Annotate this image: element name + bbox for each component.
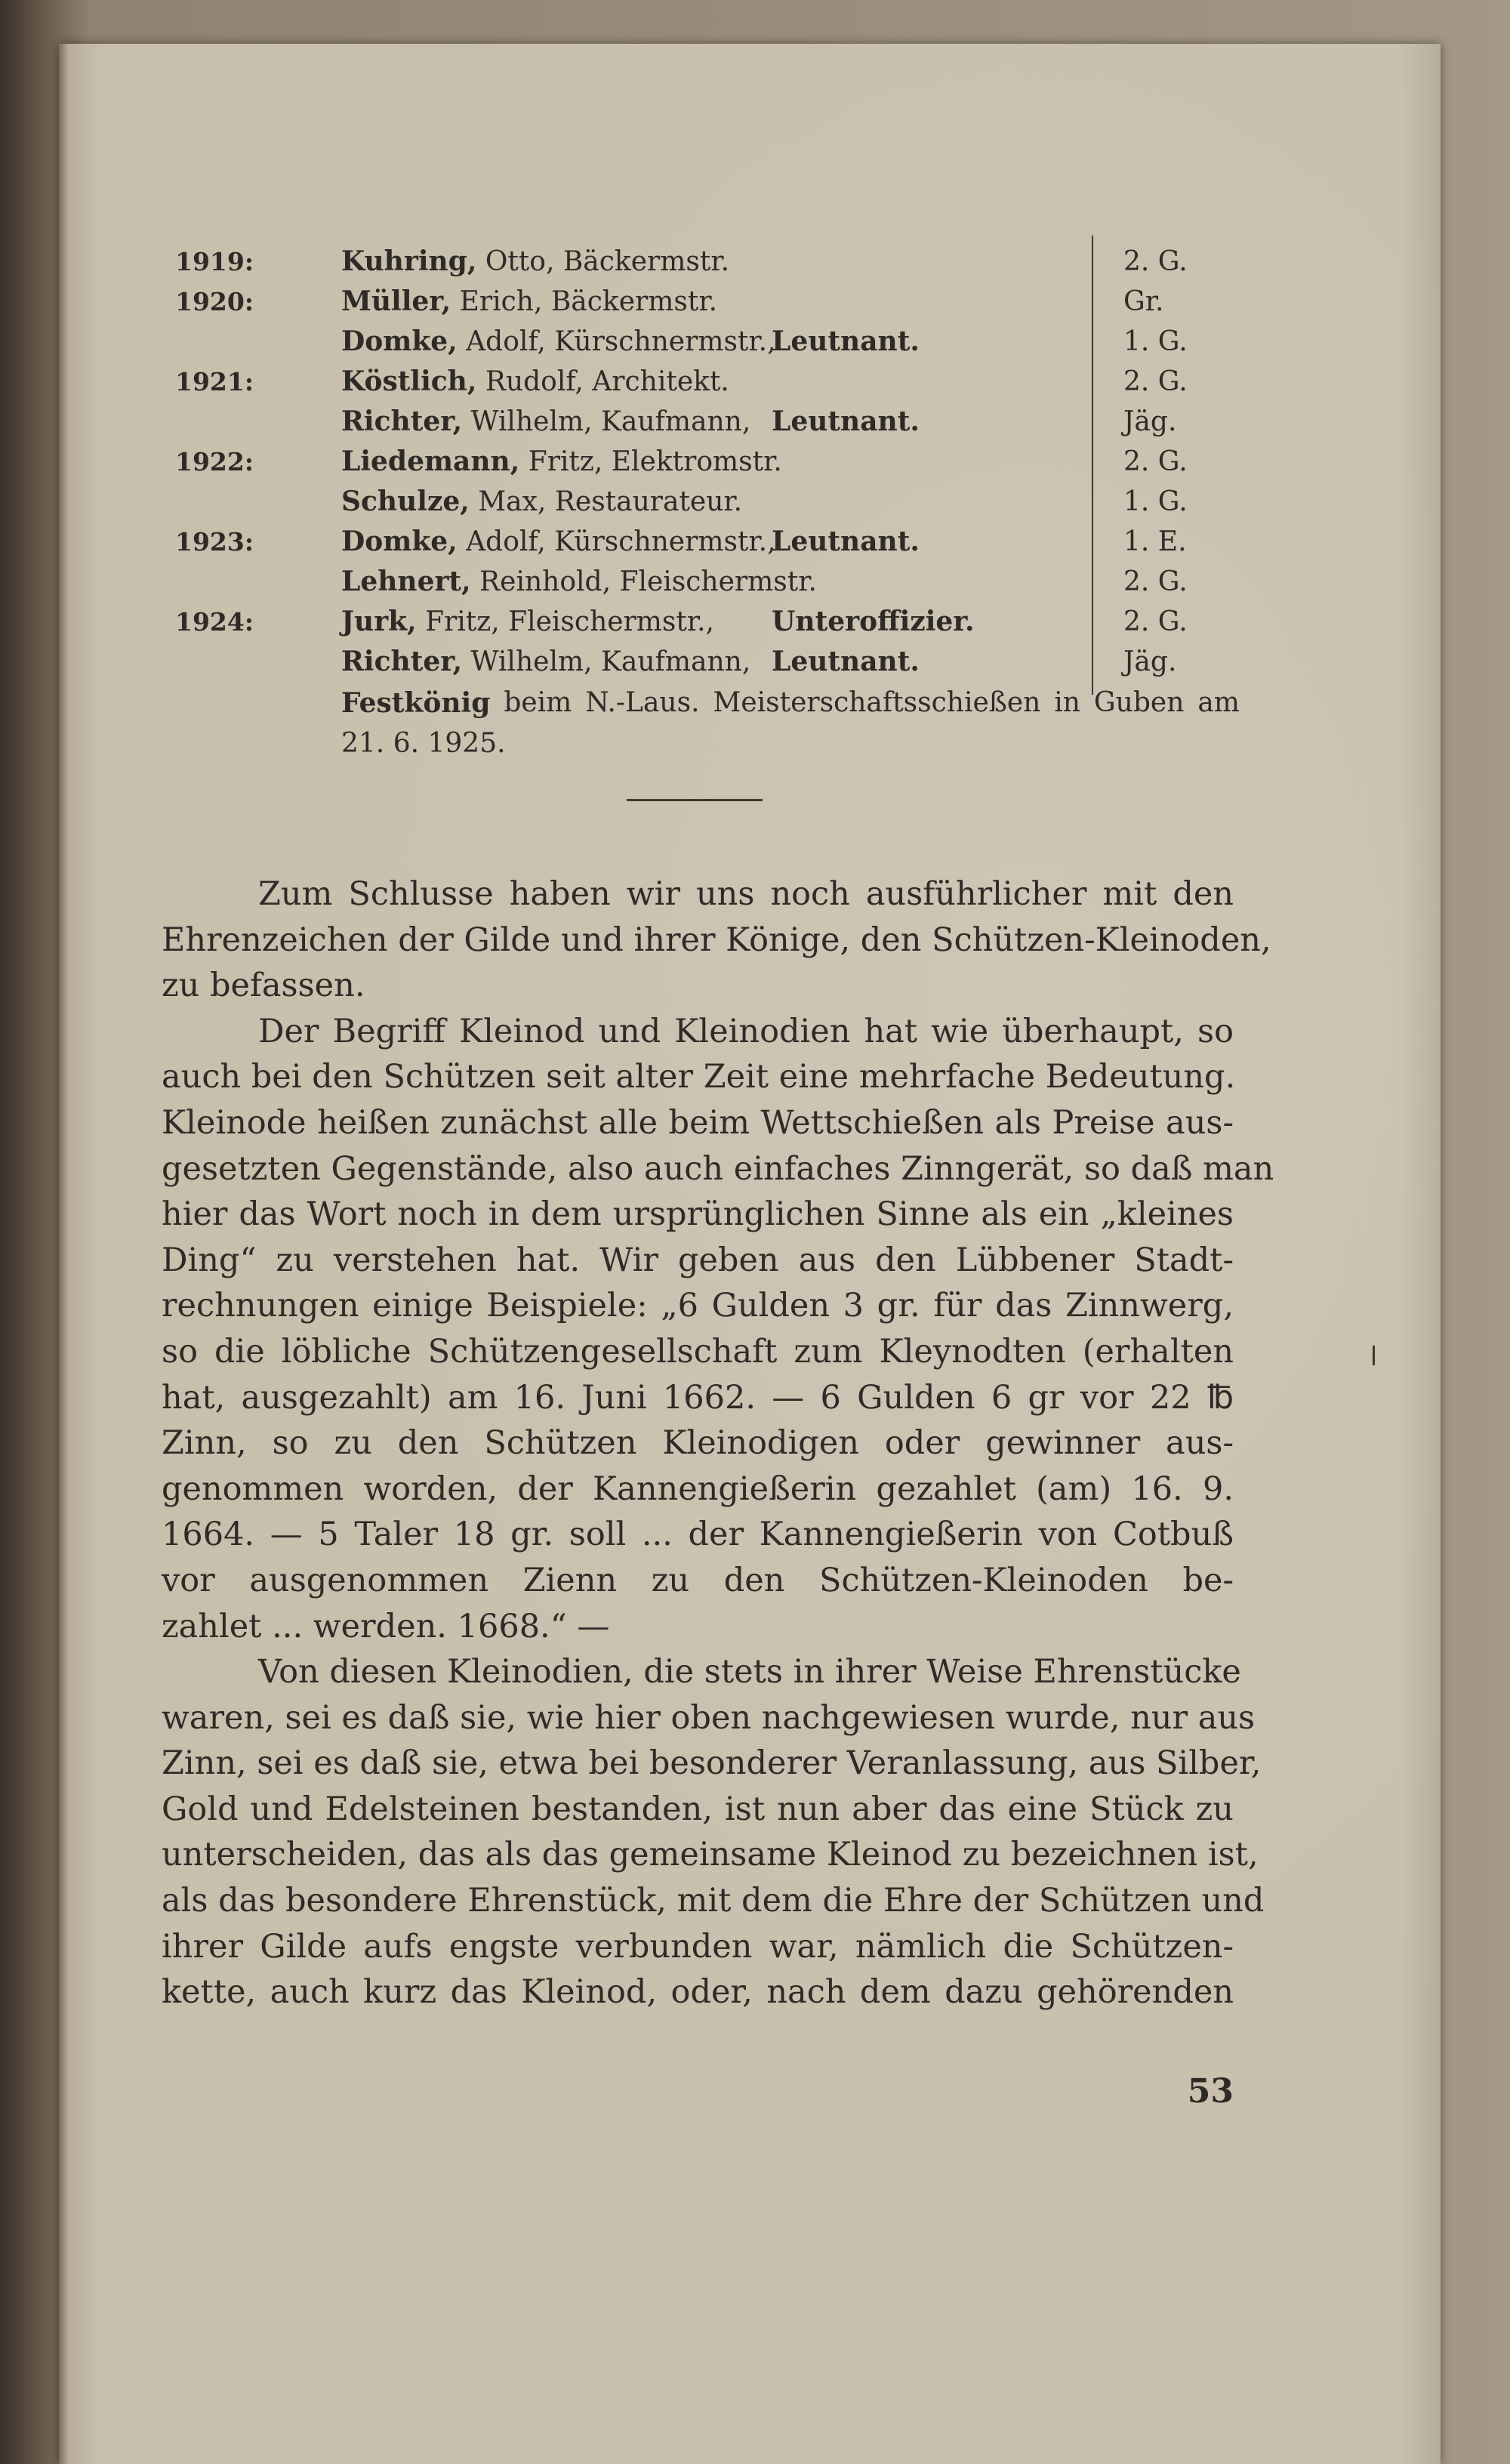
text-line: Ehrenzeichen der Gilde und ihrer Könige, den Schützen-Kleinoden, (162, 921, 1271, 959)
register-year: 1923: (175, 527, 254, 557)
register-unit: 1. G. (1123, 326, 1188, 357)
text-line: genommen worden, der Kannengießerin gezahlet (am) 16. 9. (162, 1469, 1234, 1508)
register-name: Richter, Wilhelm, Kaufmann, (341, 646, 751, 677)
register-name: Jurk, Fritz, Fleischermstr., (341, 606, 714, 637)
register-unit: Jäg. (1123, 406, 1177, 437)
register-name: Müller, Erich, Bäckermstr. (341, 285, 718, 317)
text-line: unterscheiden, das als das gemeinsame Kleinod zu bezeichnen ist, (162, 1836, 1259, 1874)
register-unit: Jäg. (1123, 646, 1177, 677)
text-line: waren, sei es daß sie, wie hier oben nachgewiesen wurde, nur aus (162, 1698, 1256, 1737)
text-line: ihrer Gilde aufs engste verbunden war, nämlich die Schützen- (162, 1927, 1234, 1966)
register-rank: Unteroffizier. (772, 606, 975, 637)
register-row (175, 282, 1247, 322)
festkoenig-word: Guben (1093, 687, 1185, 718)
register-unit: 1. E. (1123, 526, 1187, 557)
register-name: Schulze, Max, Restaurateur. (341, 486, 743, 517)
register-row (175, 362, 1247, 402)
text-line: Zum Schlusse haben wir uns noch ausführlicher mit den (258, 875, 1234, 913)
register-name: Lehnert, Reinhold, Fleischermstr. (341, 566, 817, 597)
register-name: Domke, Adolf, Kürschnermstr., (341, 526, 776, 557)
text-line: vor ausgenommen Zienn zu den Schützen-Kleinoden be- (162, 1561, 1234, 1599)
register-unit: Gr. (1123, 286, 1164, 317)
register-name: Richter, Wilhelm, Kaufmann, (341, 406, 751, 437)
text-line: Gold und Edelsteinen bestanden, ist nun aber das eine Stück zu (162, 1790, 1234, 1828)
text-line: Der Begriff Kleinod und Kleinodien hat wie überhaupt, so (258, 1012, 1234, 1050)
register-year: 1921: (175, 367, 254, 396)
register-row (175, 442, 1247, 482)
body-text (162, 871, 1274, 2015)
register-unit: 2. G. (1123, 606, 1188, 637)
register-table (175, 242, 1247, 682)
festkoenig-date: 21. 6. 1925. (341, 728, 506, 759)
register-row (175, 602, 1247, 642)
register-row (175, 482, 1247, 522)
register-row (175, 522, 1247, 562)
register-rank: Leutnant. (772, 325, 920, 357)
register-rank: Leutnant. (772, 646, 920, 677)
text-line: hier das Wort noch in dem ursprünglichen Sinne als ein „kleines (162, 1195, 1234, 1234)
register-row (175, 322, 1247, 362)
section-rule (627, 799, 763, 801)
register-year: 1920: (175, 287, 254, 316)
text-line: 1664. — 5 Taler 18 gr. soll ... der Kannengießerin von Cotbuß (162, 1516, 1234, 1554)
register-name: Kuhring, Otto, Bäckermstr. (341, 245, 730, 277)
register-name: Liedemann, Fritz, Elektromstr. (341, 446, 782, 477)
festkoenig-word: beim (504, 687, 572, 718)
register-row (175, 562, 1247, 602)
text-line: auch bei den Schützen seit alter Zeit eine mehrfache Bedeutung. (162, 1058, 1236, 1096)
text-line: Zinn, so zu den Schützen Kleinodigen oder gewinner aus- (162, 1424, 1234, 1463)
register-unit: 2. G. (1123, 366, 1188, 397)
register-column-divider (1092, 236, 1093, 695)
register-row (175, 242, 1247, 282)
text-line: kette, auch kurz das Kleinod, oder, nach dem dazu gehörenden (162, 1973, 1234, 2012)
text-line: Von diesen Kleinodien, die stets in ihrer Weise Ehrenstücke (258, 1653, 1241, 1691)
text-line: rechnungen einige Beispiele: „6 Gulden 3 gr. für das Zinnwerg, (162, 1287, 1234, 1325)
page-gutter (59, 44, 69, 2464)
page-number: 53 (1187, 2072, 1234, 2111)
register-unit: 1. G. (1123, 486, 1188, 517)
festkoenig-word: am (1197, 687, 1240, 718)
register-rank: Leutnant. (772, 406, 920, 437)
register-unit: 2. G. (1123, 246, 1188, 277)
text-line: zu befassen. (162, 967, 365, 1005)
register-row (175, 402, 1247, 442)
text-line: hat, ausgezahlt) am 16. Juni 1662. — 6 Gulden 6 gr vor 22 ℔ (162, 1378, 1234, 1417)
festkoenig-word: Meisterschaftsschießen (713, 687, 1041, 718)
festkoenig-label: Festkönig (341, 687, 491, 719)
festkoenig-line-1 (341, 683, 1240, 723)
festkoenig-word: N.-Laus. (585, 687, 700, 718)
text-line: gesetzten Gegenstände, also auch einfaches Zinngerät, so daß man (162, 1149, 1274, 1188)
register-year: 1922: (175, 447, 254, 476)
festkoenig-word: in (1054, 687, 1080, 718)
register-year: 1919: (175, 247, 254, 276)
festkoenig-note (341, 683, 1240, 764)
register-year: 1924: (175, 607, 254, 637)
margin-mark (1373, 1346, 1375, 1365)
text-line: so die löbliche Schützengesellschaft zum Kleynodten (erhalten (162, 1332, 1234, 1371)
register-unit: 2. G. (1123, 446, 1188, 477)
text-line: Kleinode heißen zunächst alle beim Wettschießen als Preise aus- (162, 1103, 1234, 1142)
register-unit: 2. G. (1123, 566, 1188, 597)
register-name: Domke, Adolf, Kürschnermstr., (341, 325, 776, 357)
register-name: Köstlich, Rudolf, Architekt. (341, 365, 729, 397)
register-rank: Leutnant. (772, 526, 920, 557)
text-line: zahlet ... werden. 1668.“ — (162, 1607, 610, 1645)
text-line: Ding“ zu verstehen hat. Wir geben aus den Lübbener Stadt- (162, 1241, 1234, 1279)
register-row (175, 642, 1247, 682)
text-line: Zinn, sei es daß sie, etwa bei besonderer Veranlassung, aus Silber, (162, 1744, 1262, 1783)
text-line: als das besondere Ehrenstück, mit dem die Ehre der Schützen und (162, 1882, 1265, 1920)
